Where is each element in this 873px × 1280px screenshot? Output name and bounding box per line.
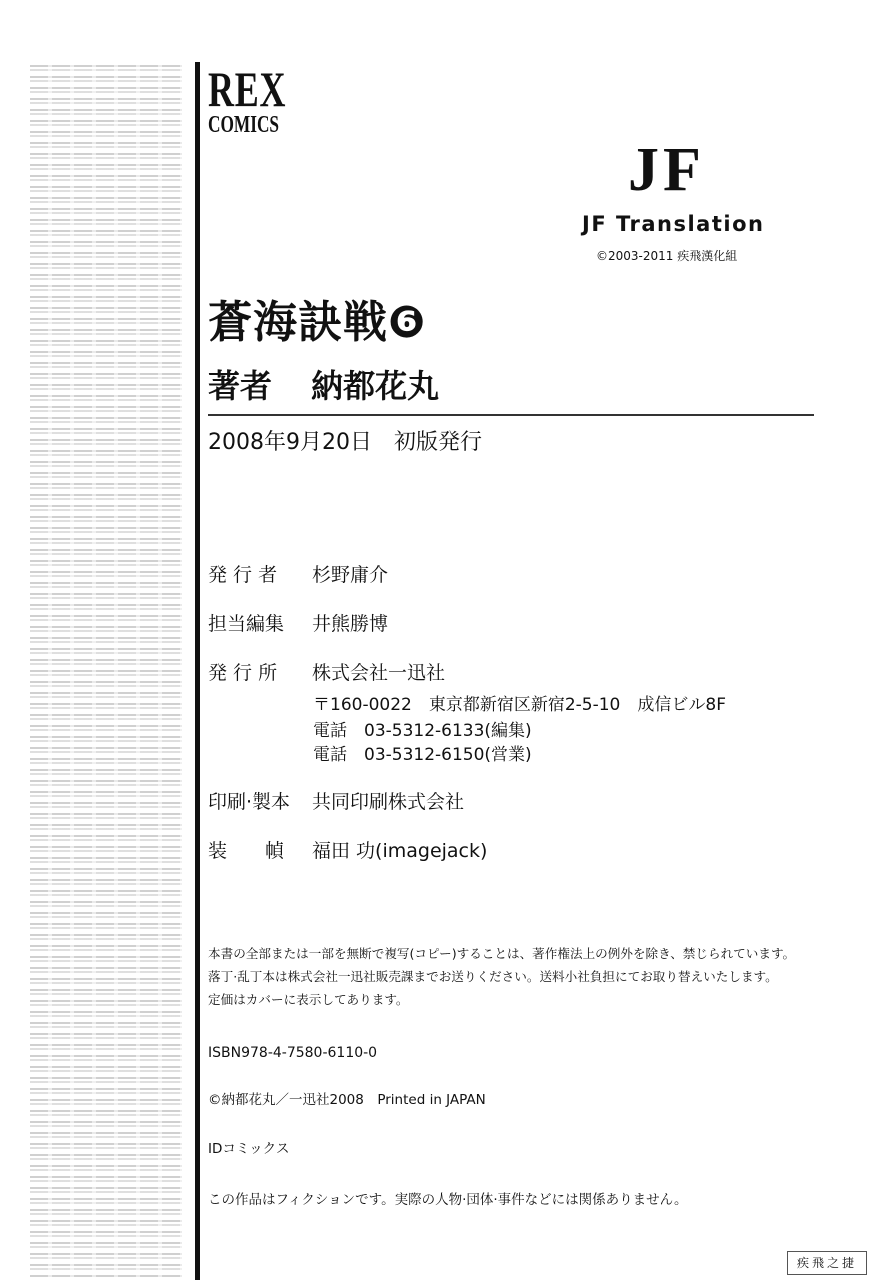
imprint-logo-comics: COMICS — [208, 112, 280, 138]
legal-line: 定価はカバーに表示してあります。 — [208, 992, 409, 1007]
address-phone-sales: 電話 03-5312-6150(営業) — [313, 745, 532, 765]
legal-line: 本書の全部または一部を無断で複写(コピー)することは、著作権法上の例外を除き、禁じられています。 — [208, 946, 796, 961]
publish-date: 2008年9月20日 初版発行 — [208, 430, 482, 455]
author-label: 著者 — [208, 367, 273, 405]
credit-label: 担当編集 — [208, 613, 285, 635]
credit-label: 発 行 者 — [208, 564, 278, 586]
copyright-line: ©納都花丸／一迅社2008 Printed in JAPAN — [208, 1092, 486, 1108]
credit-label: 印刷·製本 — [208, 791, 291, 813]
credit-publisher-person — [208, 562, 388, 588]
scanlator-copyright: ©2003-2011 疾飛漢化組 — [596, 249, 738, 263]
scanlator-name: JF Translation — [582, 212, 765, 236]
left-dotted-border-overlay — [30, 62, 182, 1278]
author-name: 納都花丸 — [311, 367, 440, 405]
legal-notice — [208, 942, 838, 1011]
credit-editor — [208, 611, 388, 637]
imprint-logo-rex: REX — [208, 61, 287, 117]
scanlator-stamp: 疾飛之捷 — [787, 1251, 867, 1275]
vertical-rule — [195, 62, 200, 1280]
credit-value: 杉野庸介 — [312, 564, 389, 586]
author-row — [208, 366, 439, 406]
label-line: IDコミックス — [208, 1141, 290, 1157]
credit-designer — [208, 838, 487, 864]
horizontal-rule — [208, 414, 814, 416]
disclaimer: この作品はフィクションです。実際の人物·団体·事件などには関係ありません。 — [208, 1192, 688, 1208]
address-postal: 〒160-0022 東京都新宿区新宿2-5-10 成信ビル8F — [313, 695, 726, 715]
isbn: ISBN978-4-7580-6110-0 — [208, 1045, 378, 1061]
credit-printer — [208, 789, 464, 815]
credit-value: 共同印刷株式会社 — [312, 791, 465, 813]
address-phone-editorial: 電話 03-5312-6133(編集) — [313, 721, 532, 741]
credit-value: 株式会社一迅社 — [312, 662, 446, 684]
credit-publisher — [208, 660, 445, 686]
scanlator-logo: JF — [628, 136, 705, 204]
credit-value: 福田 功(imagejack) — [312, 840, 488, 862]
credit-label: 発 行 所 — [208, 662, 278, 684]
book-title: 蒼海訣戦❻ — [208, 297, 427, 348]
credit-label: 装 幀 — [208, 840, 285, 862]
credit-value: 井熊勝博 — [312, 613, 389, 635]
legal-line: 落丁·乱丁本は株式会社一迅社販売課までお送りください。送料小社負担にてお取り替えいたします。 — [208, 969, 778, 984]
